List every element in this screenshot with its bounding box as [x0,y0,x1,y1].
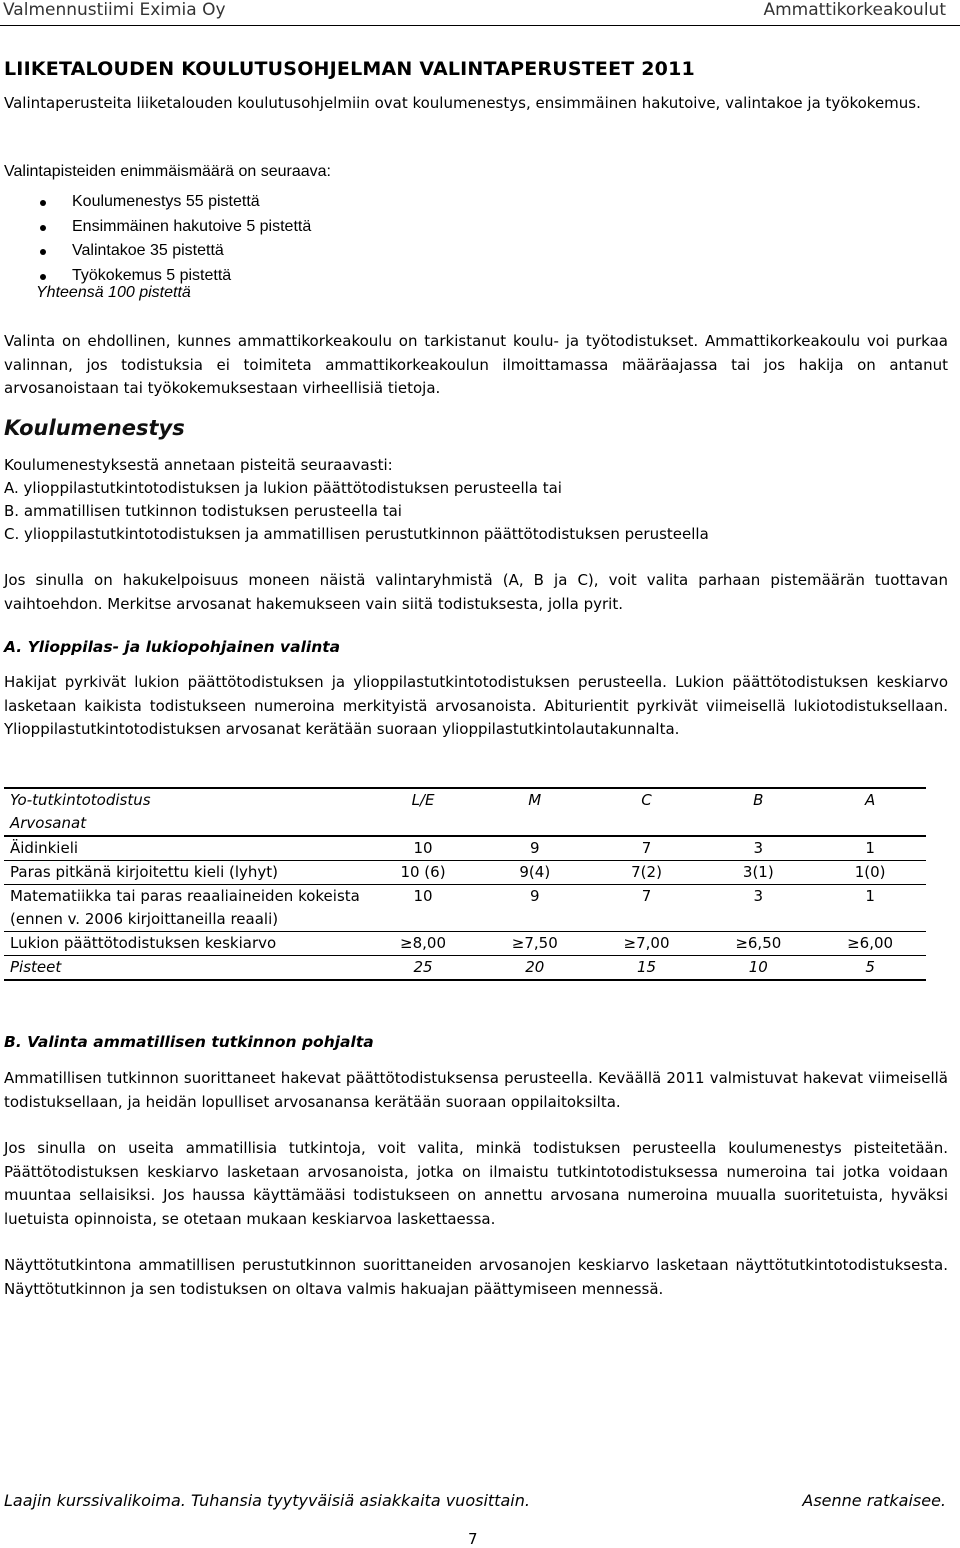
points-total: Yhteensä 100 pistettä [36,284,191,301]
table-header-row [4,788,926,836]
table-cell: ≥6,00 [814,932,926,956]
intro-paragraph: Valintaperusteita liiketalouden koulutusohjelmiin ovat koulumenestys, ensimmäinen hakutoive, valintakoe ja työkokemus. [4,94,921,112]
table-cell: 15 [591,956,703,981]
column-header: B [702,788,814,836]
list-item: Työkokemus 5 pistettä [40,264,311,289]
section-b-paragraph-1: Ammatillisen tutkinnon suorittaneet hakevat päättötodistuksensa perusteella. Keväällä 2011 valmistuvat hakevat viimeisellä todistuksellaan, ja heidän lopulliset arvosanansa kerätään suoraan oppilaitoksilta. [4,1069,948,1111]
table-cell: ≥7,50 [479,932,591,956]
column-header: M [479,788,591,836]
table-cell: ≥7,00 [591,932,703,956]
list-item: Valintakoe 35 pistettä [40,239,311,264]
section-heading-b: B. Valinta ammatillisen tutkinnon pohjalta [4,1033,374,1051]
table-row [4,932,926,956]
page-number: 7 [468,1530,478,1548]
table-cell: 9 [479,836,591,861]
points-row [4,956,926,981]
table-cell: 1(0) [814,861,926,885]
section-heading-school: Koulumenestys [4,416,185,440]
row-label: Lukion päättötodistuksen keskiarvo [4,932,367,956]
section-b-paragraph-2: Jos sinulla on useita ammatillisia tutkintoja, voit valita, minkä todistuksen perusteella koulumenestys pisteitetään. Päättötodistuksen keskiarvo lasketaan arvosanoista, jotka on ilmaistu tutkintotodistuksessa numeroina tai jotka voidaan muuntaa sellaisiksi. Jos haussa käyttämääsi todistukseen on annettu arvosana numeroina muualla suoritetuista, hyväksi luetuista opinnoista, se otetaan mukaan keskiarvoa laskettaessa. [4,1139,948,1228]
table-cell: 10 [367,885,479,932]
table-cell: 9(4) [479,861,591,885]
table-cell: 1 [814,836,926,861]
bullet-icon [40,249,46,255]
row-label: Paras pitkänä kirjoitettu kieli (lyhyt) [4,861,367,885]
table-cell: 10 [702,956,814,981]
school-lead: Koulumenestyksestä annetaan pisteitä seuraavasti: [4,456,393,474]
list-item: Koulumenestys 55 pistettä [40,190,311,215]
table-cell: 3(1) [702,861,814,885]
school-option-c: C. ylioppilastutkintotodistuksen ja ammatillisen perustutkinnon päättötodistuksen perusteella [4,525,709,543]
table-cell: 7 [591,885,703,932]
grades-table [4,787,926,981]
table-cell: 25 [367,956,479,981]
bullet-icon [40,200,46,206]
page-title: LIIKETALOUDEN KOULUTUSOHJELMAN VALINTAPERUSTEET 2011 [4,58,695,80]
section-a-text: Hakijat pyrkivät lukion päättötodistuksen ja ylioppilastutkintotodistuksen perusteella. Lukion päättötodistuksen keskiarvo lasketaan kaikista todistukseen numeroina merkityistä arvosanoista. Abiturientit pyrkivät viimeisellä lukiotodistuksellaan. Ylioppilastutkintotodistuksen arvosanat kerätään suoraan ylioppilastutkintolautakunnalta. [4,673,948,738]
row-label: Matematiikka tai paras reaaliaineiden kokeista (ennen v. 2006 kirjoittaneilla reaali) [4,885,367,932]
section-heading-a: A. Ylioppilas- ja lukiopohjainen valinta [4,638,341,656]
table-cell: ≥6,50 [702,932,814,956]
list-item: Ensimmäinen hakutoive 5 pistettä [40,215,311,240]
table-cell: 10 [367,836,479,861]
row-label: Pisteet [4,956,367,981]
table-cell: ≥8,00 [367,932,479,956]
section-b-paragraph-3: Näyttötutkintona ammatillisen perustutkinnon suorittaneiden arvosanojen keskiarvo lasketaan näyttötutkintotodistuksesta. Näyttötutkinnon ja sen todistuksen on oltava valmis hakuajan päättymiseen mennessä. [4,1256,948,1298]
bullet-icon [40,225,46,231]
row-label: Äidinkieli [4,836,367,861]
points-list [40,190,311,288]
table-cell: 3 [702,836,814,861]
choice-note: Jos sinulla on hakukelpoisuus moneen näistä valintaryhmistä (A, B ja C), voit valita parhaan pistemäärän tuottavan vaihtoehdon. Merkitse arvosanat hakemukseen vain siitä todistuksesta, jolla pyrit. [4,571,948,613]
table-cell: 3 [702,885,814,932]
table-cell: 1 [814,885,926,932]
header-category: Ammattikorkeakoulut [763,0,946,20]
school-option-a: A. ylioppilastutkintotodistuksen ja lukion päättötodistuksen perusteella tai [4,479,562,497]
points-intro: Valintapisteiden enimmäismäärä on seuraava: [4,163,331,180]
table-cell: 5 [814,956,926,981]
table-cell: 9 [479,885,591,932]
table-cell: 7(2) [591,861,703,885]
footer-tagline: Asenne ratkaisee. [802,1491,946,1510]
table-cell: 20 [479,956,591,981]
table-row [4,885,926,932]
footer-slogan: Laajin kurssivalikoima. Tuhansia tyytyväisiä asiakkaita vuosittain. [4,1491,530,1510]
header-divider [0,25,960,26]
school-option-b: B. ammatillisen tutkinnon todistuksen perusteella tai [4,502,402,520]
table-cell: 10 (6) [367,861,479,885]
column-header: L/E [367,788,479,836]
table-header-label: Yo-tutkintotodistus Arvosanat [4,788,367,836]
column-header: A [814,788,926,836]
bullet-icon [40,274,46,280]
header-company: Valmennustiimi Eximia Oy [3,0,226,20]
table-row [4,836,926,861]
conditional-paragraph: Valinta on ehdollinen, kunnes ammattikorkeakoulu on tarkistanut koulu- ja työtodistukset. Ammattikorkeakoulu voi purkaa valinnan, jos todistuksia ei toimiteta ammattikorkeakoulun ilmoittamassa määräajassa tai jos hakija on antanut arvosanoistaan tai työkokemuksestaan virheellisiä tietoja. [4,332,948,397]
table-cell: 7 [591,836,703,861]
table-row [4,861,926,885]
column-header: C [591,788,703,836]
